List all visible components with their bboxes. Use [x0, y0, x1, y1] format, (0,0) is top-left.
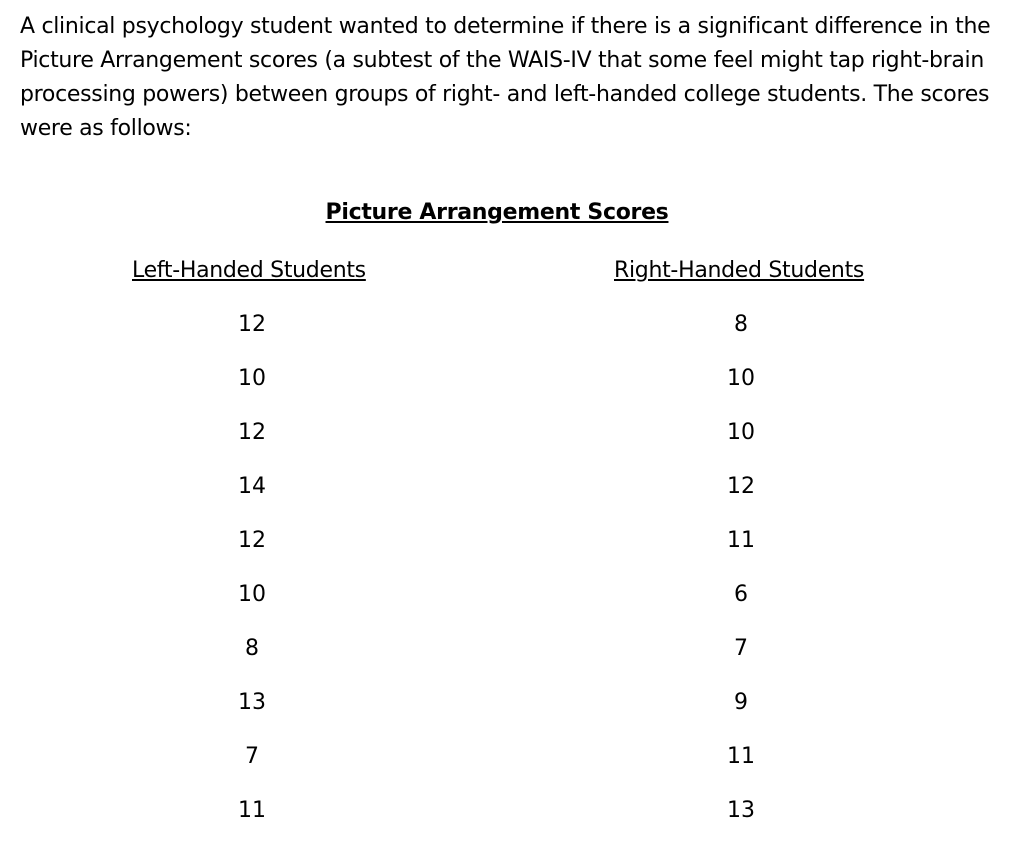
score-cell: 7 [734, 636, 748, 661]
problem-statement: A clinical psychology student wanted to determine if there is a significant difference in the Picture Arrangement scores (a subtest of the WAIS-IV that some feel might tap right-brain processing powers) between groups of right- and left-handed college students. The scores were as follows: [20, 14, 991, 141]
score-cell: 7 [245, 744, 259, 769]
score-cell: 10 [238, 582, 266, 607]
right-handed-column [614, 254, 868, 848]
table-title: Picture Arrangement Scores [325, 200, 669, 225]
score-cell: 13 [238, 690, 266, 715]
score-cell: 14 [238, 474, 266, 499]
score-cell: 12 [238, 312, 266, 337]
left-handed-scores [132, 308, 372, 848]
score-cell: 9 [734, 690, 748, 715]
score-cell: 13 [727, 798, 755, 823]
score-cell: 11 [238, 798, 266, 823]
score-cell: 11 [727, 744, 755, 769]
left-handed-column [132, 254, 372, 848]
score-cell: 10 [727, 366, 755, 391]
score-cell: 10 [727, 420, 755, 445]
score-cell: 8 [245, 636, 259, 661]
left-handed-header: Left-Handed Students [132, 258, 366, 283]
right-handed-scores [614, 308, 868, 848]
right-handed-header: Right-Handed Students [614, 258, 865, 283]
score-cell: 12 [238, 420, 266, 445]
score-cell: 8 [734, 312, 748, 337]
score-cell: 12 [727, 474, 755, 499]
score-cell: 12 [238, 528, 266, 553]
score-cell: 10 [238, 366, 266, 391]
score-cell: 6 [734, 582, 748, 607]
score-cell: 11 [727, 528, 755, 553]
